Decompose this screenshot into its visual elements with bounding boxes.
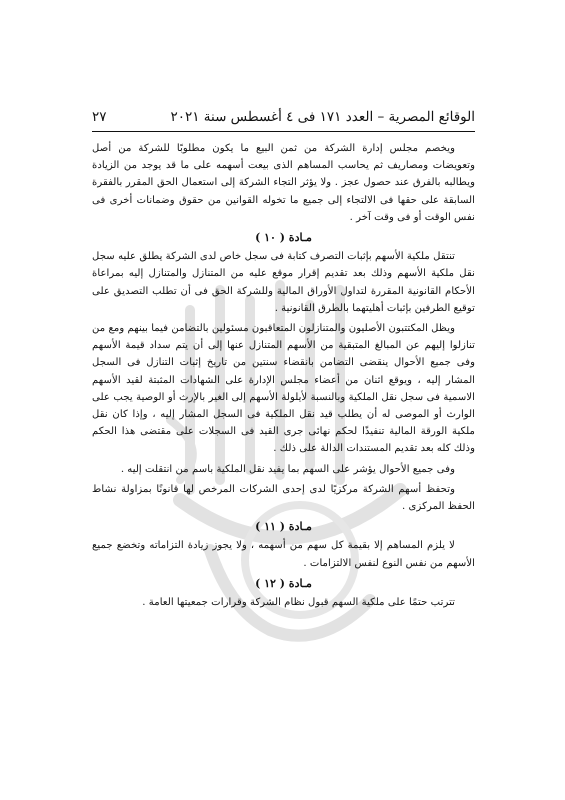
paragraph: تترتب حتمًا على ملكية السهم قبول نظام الشركة وقرارات جمعيتها العامة . — [142, 597, 455, 609]
article-heading: مـادة ( ١١ ) — [255, 520, 312, 534]
article-heading: مـادة ( ١٠ ) — [255, 231, 312, 245]
paragraph: وتحفظ أسهم الشركة مركزيًا لدى إحدى الشركات المرخص لها قانونًا بمزاولة نشاط الحفظ المركزى . — [92, 483, 475, 513]
page-number: ٢٧ — [92, 109, 107, 125]
paragraph: ويظل المكتتبون الأصليون والمتنازلون المتعاقبون مسئولين بالتضامن فيما بينهم ومع من تنازلوا إليهم عن المبالغ المتبقية من الأسهم المتنازل عنها إلى أن يتم سداد قيمة الأسهم وفى جميع الأحوال ينقضى التضامن بانقضاء سنتين من تاريخ إثبات التنازل فى السجل المشار إليه ، ويوقع اثنان من أعضاء مجلس الإدارة على الشهادات المثبتة لقيد الأسهم الاسمية فى سجل نقل الملكية وبالنسبة لأيلولة الأسهم إلى الغير بالإرث أو الوصية يجب على الوارث أو الموصى له أن يطلب قيد نقل الملكية فى السجل المشار إليه ، وإذا كان نقل ملكية الورقة المالية تنفيذًا لحكم نهائى جرى القيد فى السجلات على مقتضى هذا الحكم وذلك كله بعد تقديم المستندات الدالة على ذلك . — [92, 323, 475, 455]
article-heading: مـادة ( ١٢ ) — [255, 576, 312, 590]
page-header — [92, 108, 475, 131]
header-rule — [92, 131, 475, 132]
paragraph: ويخصم مجلس إدارة الشركة من ثمن البيع ما يكون مطلوبًا للشركة من أصل وتعويضات ومصاريف ثم يحاسب المساهم الذى بيعت أسهمه على ما قد يوجد من الزيادة ويطالبه بالفرق عند حصول عجز . ولا يؤثر التجاء الشركة إلى استعمال الحق المقرر بالفقرة السابقة على حقها فى الالتجاء إلى جميع ما تخوله القوانين من حقوق وضمانات أخرى فى نفس الوقت أو فى وقت آخر . — [92, 143, 475, 223]
paragraph: لا يلزم المساهم إلا بقيمة كل سهم من أسهمه ، ولا يجوز زيادة التزاماته وتخضع جميع الأسهم من نفس النوع لنفس الالتزامات . — [92, 540, 475, 569]
paragraph: وفى جميع الأحوال يؤشر على السهم بما يفيد نقل الملكية باسم من انتقلت إليه . — [120, 463, 455, 475]
gazette-page — [92, 108, 475, 614]
paragraph: تنتقل ملكية الأسهم بإثبات التصرف كتابة فى سجل خاص لدى الشركة يطلق عليه سجل نقل ملكية الأسهم وذلك بعد تقديم إقرار موقع عليه من المتنازل والمتنازل إليه بمراعاة الأحكام القانونية المقررة لتداول الأوراق المالية وللشركة الحق فى أن تطلب التصديق على توقيع الطرفين بإثبات أهليتهما بالطرق القانونية . — [92, 251, 475, 314]
header-title: الوقائع المصرية – العدد ١٧١ فى ٤ أغسطس سنة ٢٠٢١ — [170, 109, 475, 125]
